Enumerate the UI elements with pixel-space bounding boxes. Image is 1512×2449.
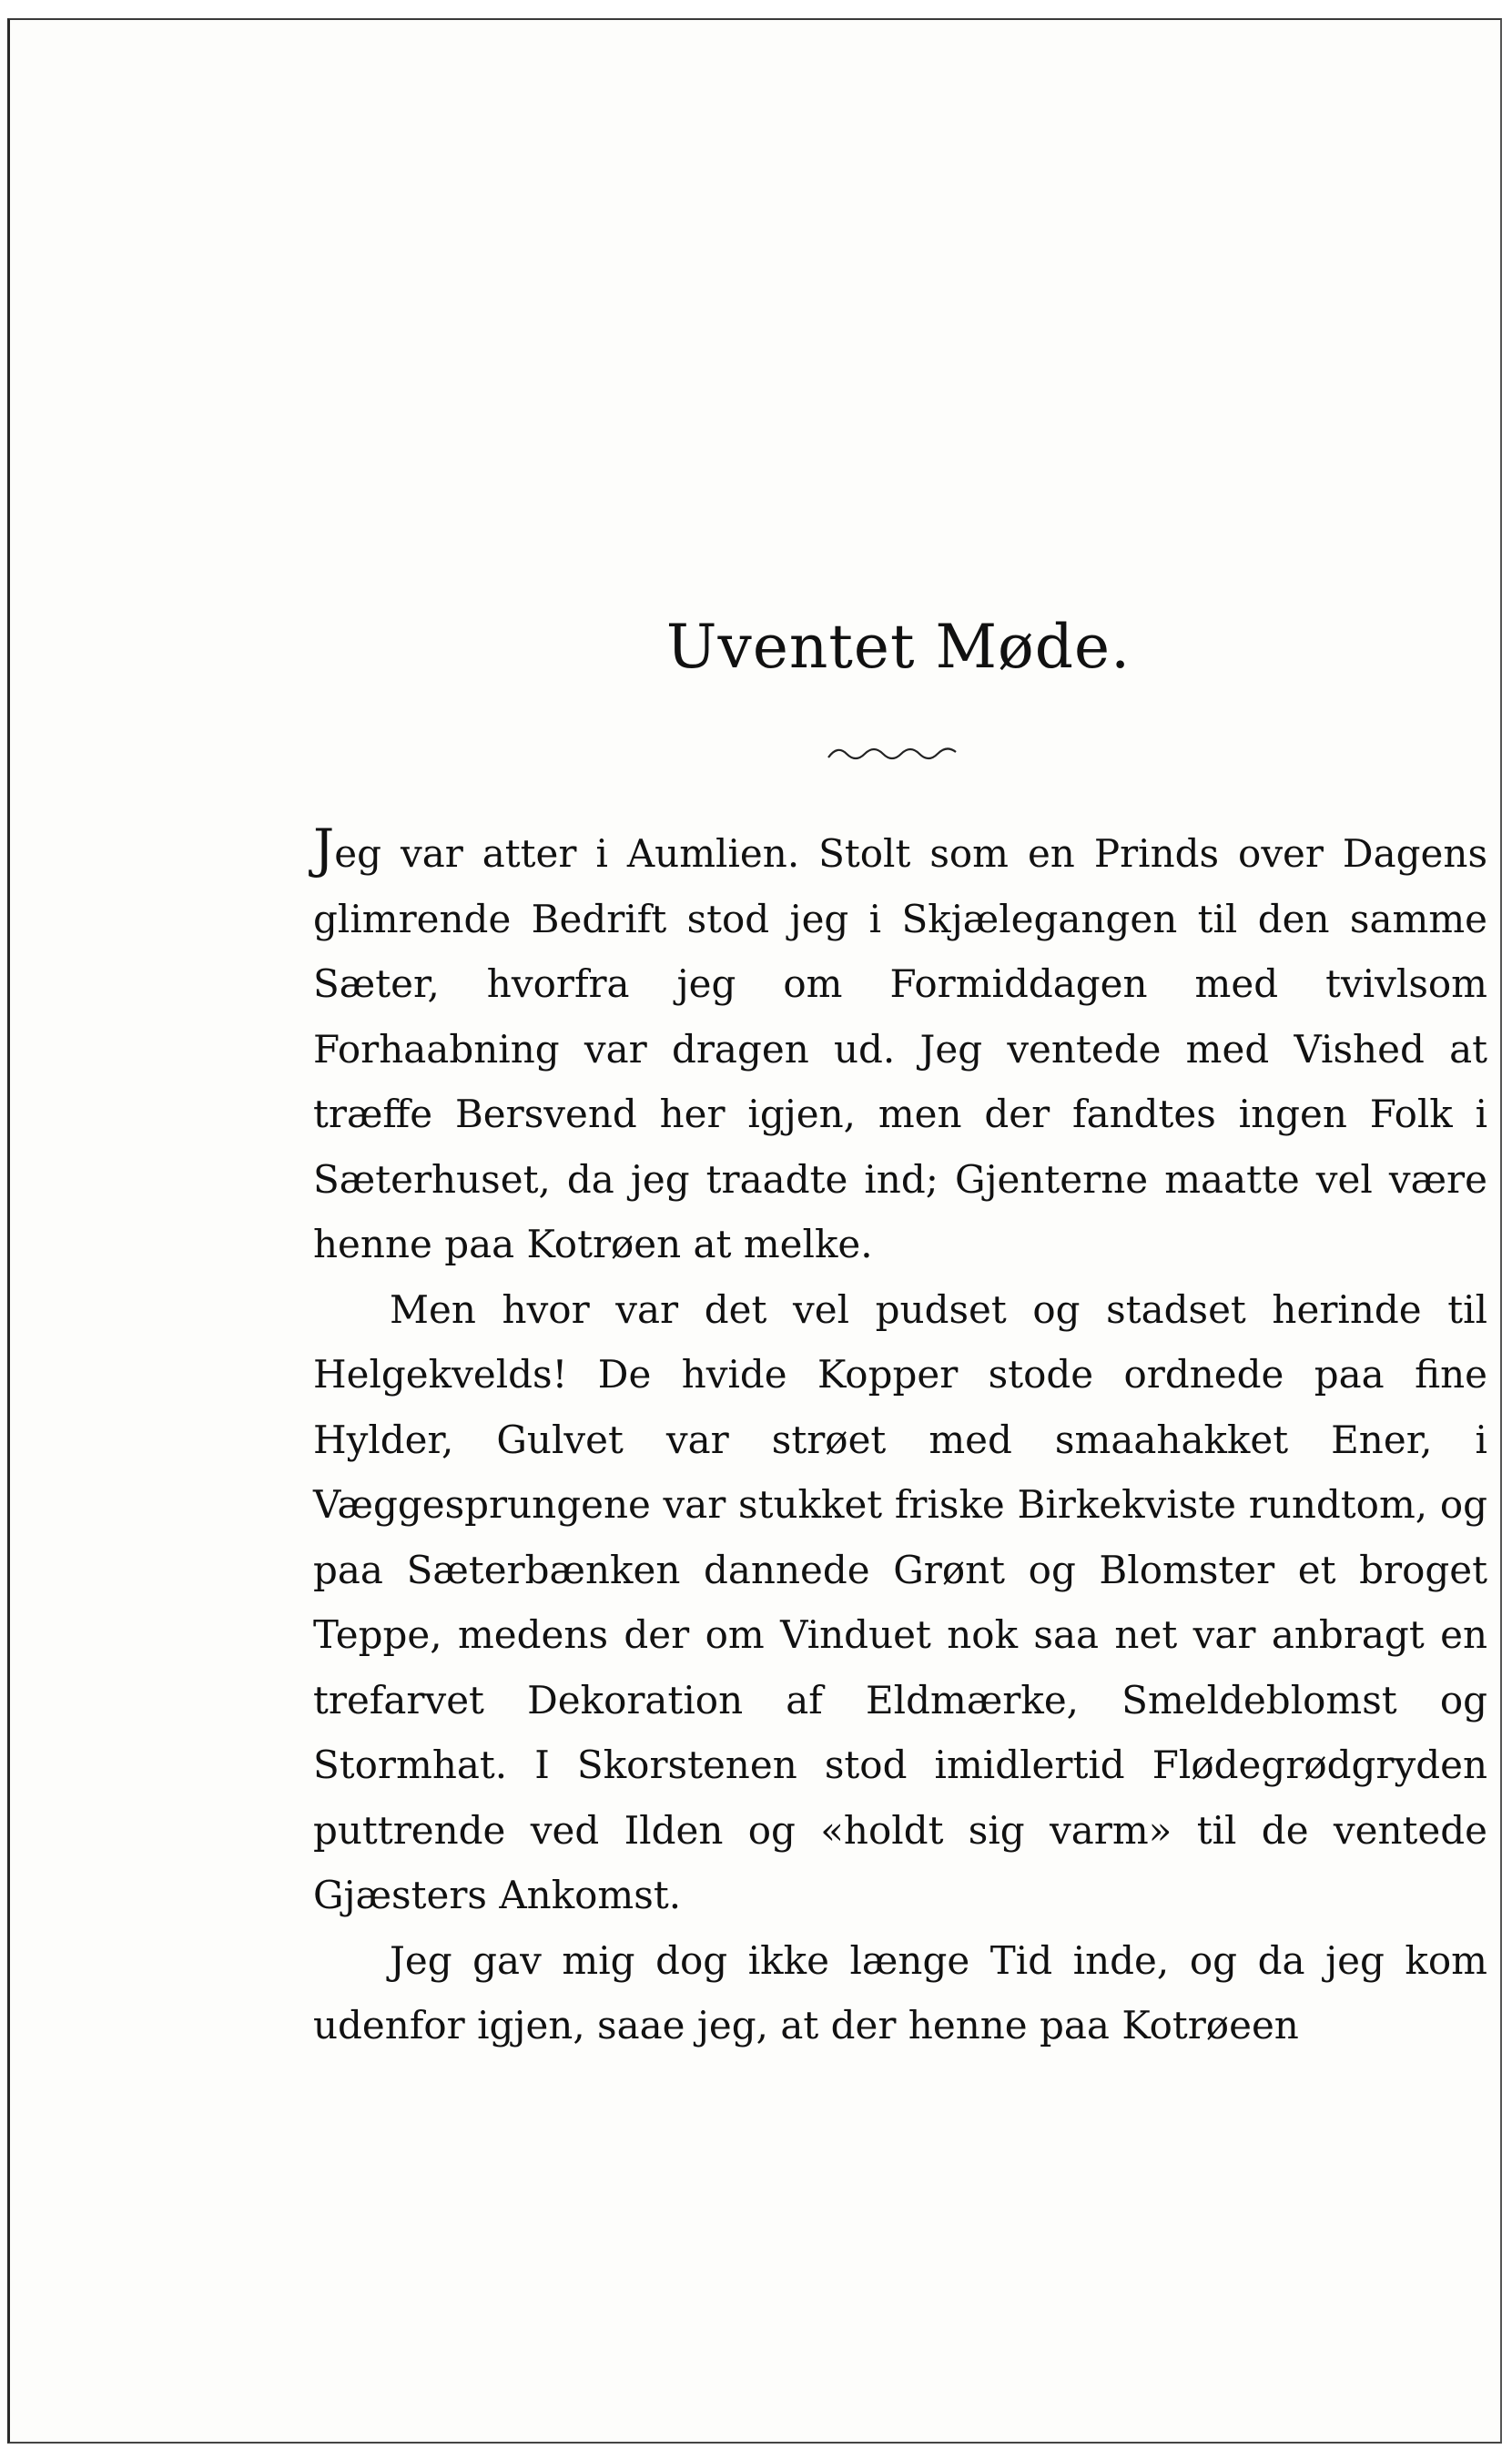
paragraph-1 — [313, 818, 1487, 1277]
tilde-ornament-icon — [825, 739, 970, 767]
paragraph-1-text: eg var atter i Aumlien. Stolt som en Prinds over Dagens glimrende Bedrift stod jeg i Skjælegangen til den samme Sæter, hvorfra jeg om Formiddagen med tvivlsom Forhaabning var dragen ud. Jeg ventede med Vished at træffe Bersvend her igjen, men der fandtes ingen Folk i Sæterhuset, da jeg traadte ind; Gjenterne maatte vel være henne paa Kotrøen at melke. — [313, 831, 1487, 1266]
book-page — [7, 18, 1502, 2444]
chapter-body — [313, 818, 1487, 2058]
chapter-title: Uventet Møde. — [665, 612, 1131, 682]
paragraph-3: Jeg gav mig dog ikke længe Tid inde, og da jeg kom udenfor igjen, saae jeg, at der henne paa Kotrøeen — [313, 1937, 1487, 2048]
initial-letter: J — [313, 818, 335, 879]
paragraph-2: Men hvor var det vel pudset og stadset herinde til Helgekvelds! De hvide Kopper stode ordnede paa fine Hylder, Gulvet var strøet med smaahakket Ener, i Væggesprungene var stukket friske Birkekviste rundtom, og paa Sæterbænken dannede Grønt og Blomster et broget Teppe, medens der om Vinduet nok saa net var anbragt en trefarvet Dekoration af Eldmærke, Smeldeblomst og Stormhat. I Skorstenen stod imidlertid Flødegrødgryden puttrende ved Ilden og «holdt sig varm» til de ventede Gjæsters Ankomst. — [313, 1286, 1487, 1917]
